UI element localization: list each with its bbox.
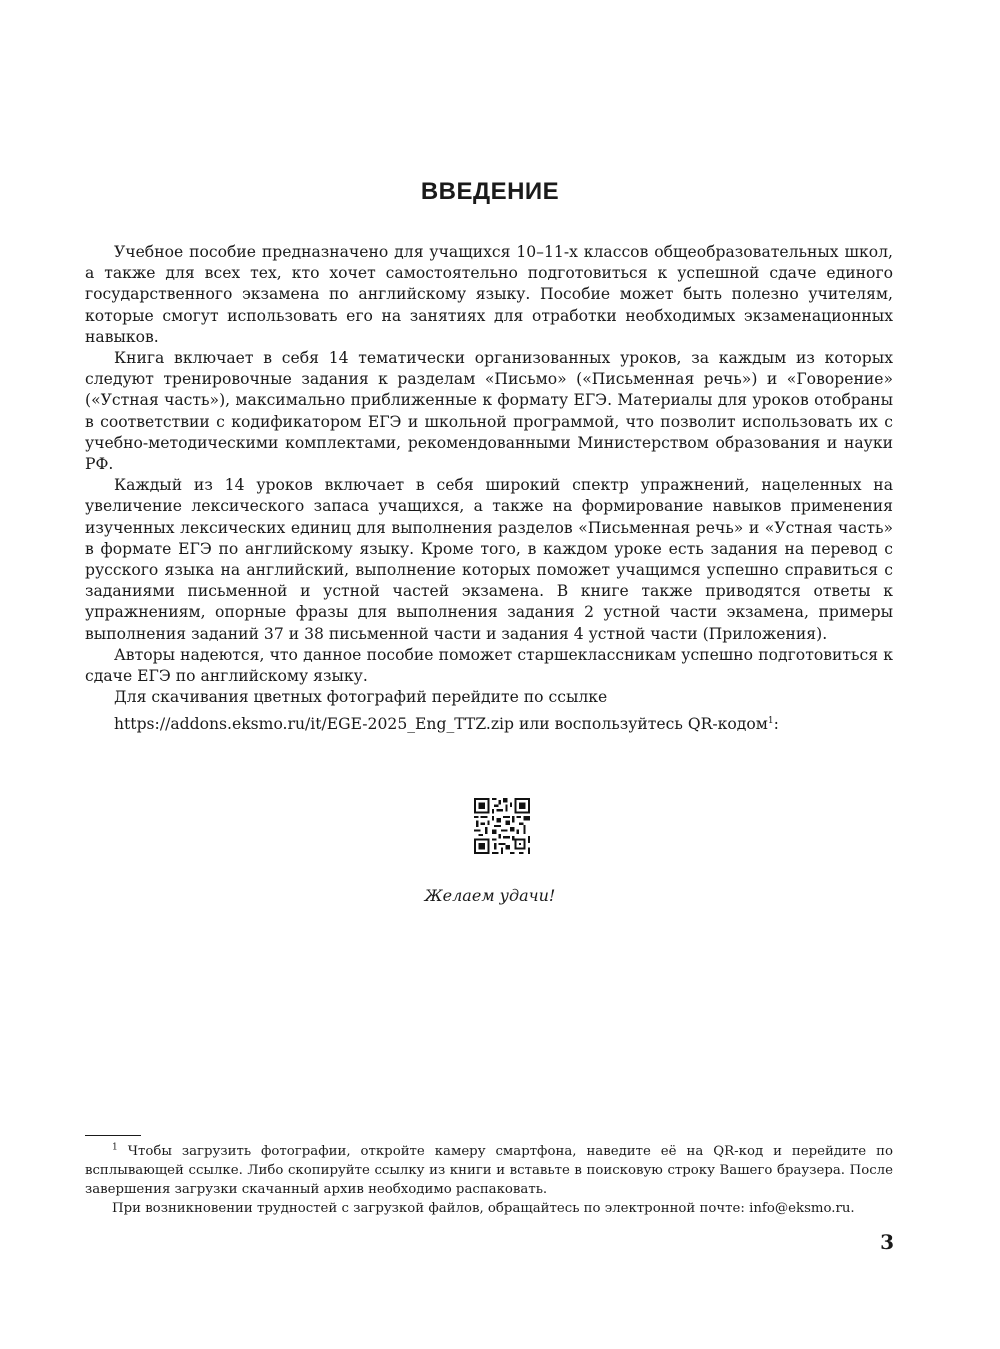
paragraph-3: Каждый из 14 уроков включает в себя широкий спектр упражнений, нацеленных на увеличение лексического запаса учащихся, а также на формирование навыков применения изученных лексических единиц для выполнения разделов «Письменная речь» и «Устная часть» в формате ЕГЭ по английскому языку. Кроме того, в каждом уроке есть задания на перевод с русского языка на английский, выполнение которых поможет учащимся успешно справиться с заданиями письменной и устной частей экзамена. В книге также приводятся ответы к упражнениям, опорные фразы для выполнения задания 2 устной части экзамена, примеры выполнения заданий 37 и 38 письменной части и задания 4 устной части (Приложения). xyxy=(85,476,893,643)
paragraph-4: Авторы надеются, что данное пособие поможет старшеклассникам успешно подготовиться к сдаче ЕГЭ по английскому языку. xyxy=(85,645,893,686)
footnote-text: Чтобы загрузить фотографии, откройте камеру смартфона, наведите её на QR-код и перейдите по всплывающей ссылке. Либо скопируйте ссылку из книги и вставьте в поисковую строку Вашего браузера. После завершения загрузки скачанный архив необходимо распаковать. xyxy=(85,1144,893,1197)
paragraph-2: Книга включает в себя 14 тематически организованных уроков, за каждым из которых следуют тренировочные задания к разделам «Письмо» («Письменная речь») и «Говорение» («Устная часть»), максимально приближенные к формату ЕГЭ. Материалы для уроков отобраны в соответствии с кодификатором ЕГЭ и школьной программой, что позволит использовать их с учебно-методическими комплектами, рекомендованными Министерством образования и науки РФ. xyxy=(85,349,893,474)
footnote-1 xyxy=(85,1142,893,1199)
footnote-divider xyxy=(85,1135,141,1136)
paragraph-5: Для скачивания цветных фотографий перейдите по ссылке xyxy=(114,688,608,707)
footnote-contact: При возникновении трудностей с загрузкой файлов, обращайтесь по электронной почте: info@eksmo.ru. xyxy=(112,1201,855,1216)
qr-code-icon[interactable] xyxy=(474,798,530,854)
download-link[interactable]: https://addons.eksmo.ru/it/EGE-2025_Eng_TTZ.zip или воспользуйтесь QR-кодом xyxy=(114,715,768,734)
footnote-number: 1 xyxy=(112,1142,118,1153)
download-link-line: https://addons.eksmo.ru/it/EGE-2025_Eng_TTZ.zip или воспользуйтесь QR-кодом$^1$: xyxy=(114,715,779,734)
page-title: ВВЕДЕНИЕ xyxy=(420,178,560,205)
footnotes xyxy=(85,1142,893,1218)
closing-wish: Желаем удачи! xyxy=(424,886,556,905)
paragraph-1: Учебное пособие предназначено для учащихся 10–11-х классов общеобразовательных школ, а также для всех тех, кто хочет самостоятельно подготовиться к успешной сдаче единого государственного экзамена по английскому языку. Пособие может быть полезно учителям, которые смогут использовать его на занятиях для отработки необходимых экзаменационных навыков. xyxy=(85,243,893,346)
page-number: 3 xyxy=(880,1230,894,1254)
footnote-ref: 1 xyxy=(767,716,774,727)
main-text xyxy=(85,242,893,736)
